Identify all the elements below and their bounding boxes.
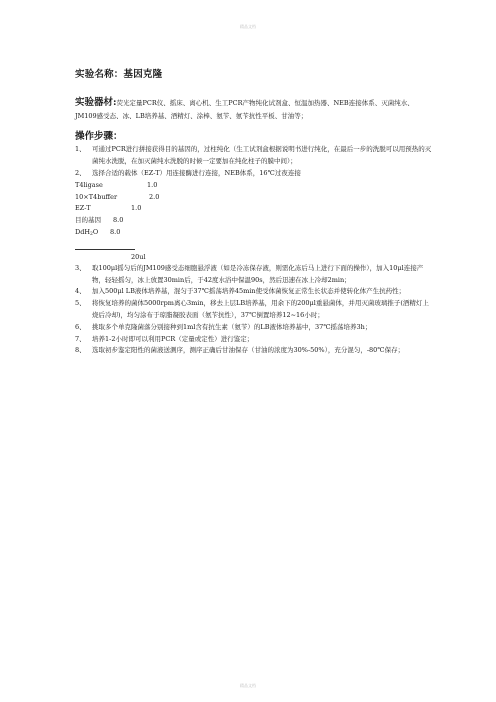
step-number: 4、 (75, 287, 86, 296)
footer-watermark: 精品文档 (240, 683, 256, 688)
step-number: 8、 (75, 346, 86, 355)
step-text: 加入500μl LB液体培养基，混匀于37℃摇荡培养45min使受体菌恢复正常生长状态并使转化体产生抗药性； (92, 287, 406, 296)
reagent-row (75, 215, 435, 227)
step-number: 3、 (75, 263, 86, 272)
reagent-name: T4ligase (75, 180, 103, 189)
materials-label: 实验器材: (75, 97, 117, 108)
reagent-total: 20ul (131, 252, 146, 261)
reagent-name (75, 227, 110, 241)
step-item (75, 298, 435, 322)
reagent-name: 目的基因 (75, 216, 101, 225)
reagent-volume: 1.0 (131, 204, 142, 213)
step-item (75, 286, 435, 298)
step-item (75, 168, 435, 180)
reagent-volume: 8.0 (110, 227, 121, 236)
step-text: 选取初步鉴定阳性的菌液送测序，测序正确后甘油保存（甘油的浓度为30%-50%），充分混匀，-80℃保存； (92, 346, 405, 355)
reagent-name: 10×T4buffer (75, 192, 118, 201)
step-item (75, 263, 435, 287)
reagent-row (75, 203, 435, 215)
step-item (75, 144, 435, 168)
reagent-name-tail: O (92, 227, 99, 236)
step-item (75, 334, 435, 346)
step-text: 取100μl摇匀后的JM109感受态细胞悬浮液（如是冷冻保存液，则需化冻后马上进行下面的操作），加入10μl连接产物，轻轻摇匀，冰上放置30min后，于42度水浴中保温90s，然后迅速在冰上冷却2min； (92, 263, 424, 284)
reagent-name-main: DdH (75, 227, 91, 236)
step-text: 挑取多个单克隆菌落分别接种到1ml含有抗生素（氨苄）的LB液体培养基中，37℃摇荡培养3h； (92, 322, 372, 331)
header-watermark: 精品文档 (240, 24, 256, 29)
reagent-row (75, 227, 435, 241)
reagent-name: EZ-T (75, 204, 91, 213)
step-number: 1、 (75, 145, 86, 154)
step-number: 5、 (75, 299, 86, 308)
step-item (75, 345, 435, 357)
materials-text: 荧光定量PCR仪、摇床、离心机、生工PCR产物纯化试剂盒、恒温加热器、NEB连接体系、灭菌纯水、JM109感受态、冰、LB培养基、酒精灯、涂棒、氨苄、氨苄抗性平板、甘油等； (75, 99, 414, 121)
reagent-volume: 1.0 (147, 180, 158, 189)
document-page (75, 64, 435, 357)
materials-paragraph (75, 96, 435, 123)
step-text: 将恢复培养的菌体5000rpm离心3min，移去上层LB培养基，用余下的200μl重悬菌体，并用灭菌玻璃推子(酒精灯上烧后冷却)，均匀涂布于琼脂凝胶表面（氨苄抗性），37℃倒置培养12~16小时； (92, 299, 429, 319)
step-item (75, 322, 435, 334)
reagent-name-subscript: 2 (90, 231, 93, 237)
reagent-row (75, 180, 435, 192)
step-number: 6、 (75, 322, 86, 331)
reagent-volume: 2.0 (149, 192, 160, 201)
step-text: 选择合适的载体（EZ-T）用连接酶进行连接，NEB体系，16℃过夜连接 (92, 169, 301, 177)
steps-heading: 操作步骤： (75, 131, 123, 143)
total-rule (75, 249, 135, 250)
reagent-table (75, 180, 435, 241)
step-text: 可通过PCR进行拼接获得目的基因的，过柱纯化（生工试剂盒根据说明书进行纯化，在最后一步的洗脱可以用预热的灭菌纯水洗脱，在加灭菌纯水洗脱的时候一定要加在纯化柱子的膜中间）； (92, 145, 432, 166)
page-title: 实验名称：基因克隆 (75, 69, 163, 80)
step-number: 7、 (75, 334, 86, 343)
step-text: 培养1-2小时即可以利用PCR（定量或定性）进行鉴定； (92, 334, 254, 343)
reagent-row (75, 192, 435, 204)
step-number: 2、 (75, 169, 86, 177)
reagent-volume: 8.0 (113, 216, 124, 225)
